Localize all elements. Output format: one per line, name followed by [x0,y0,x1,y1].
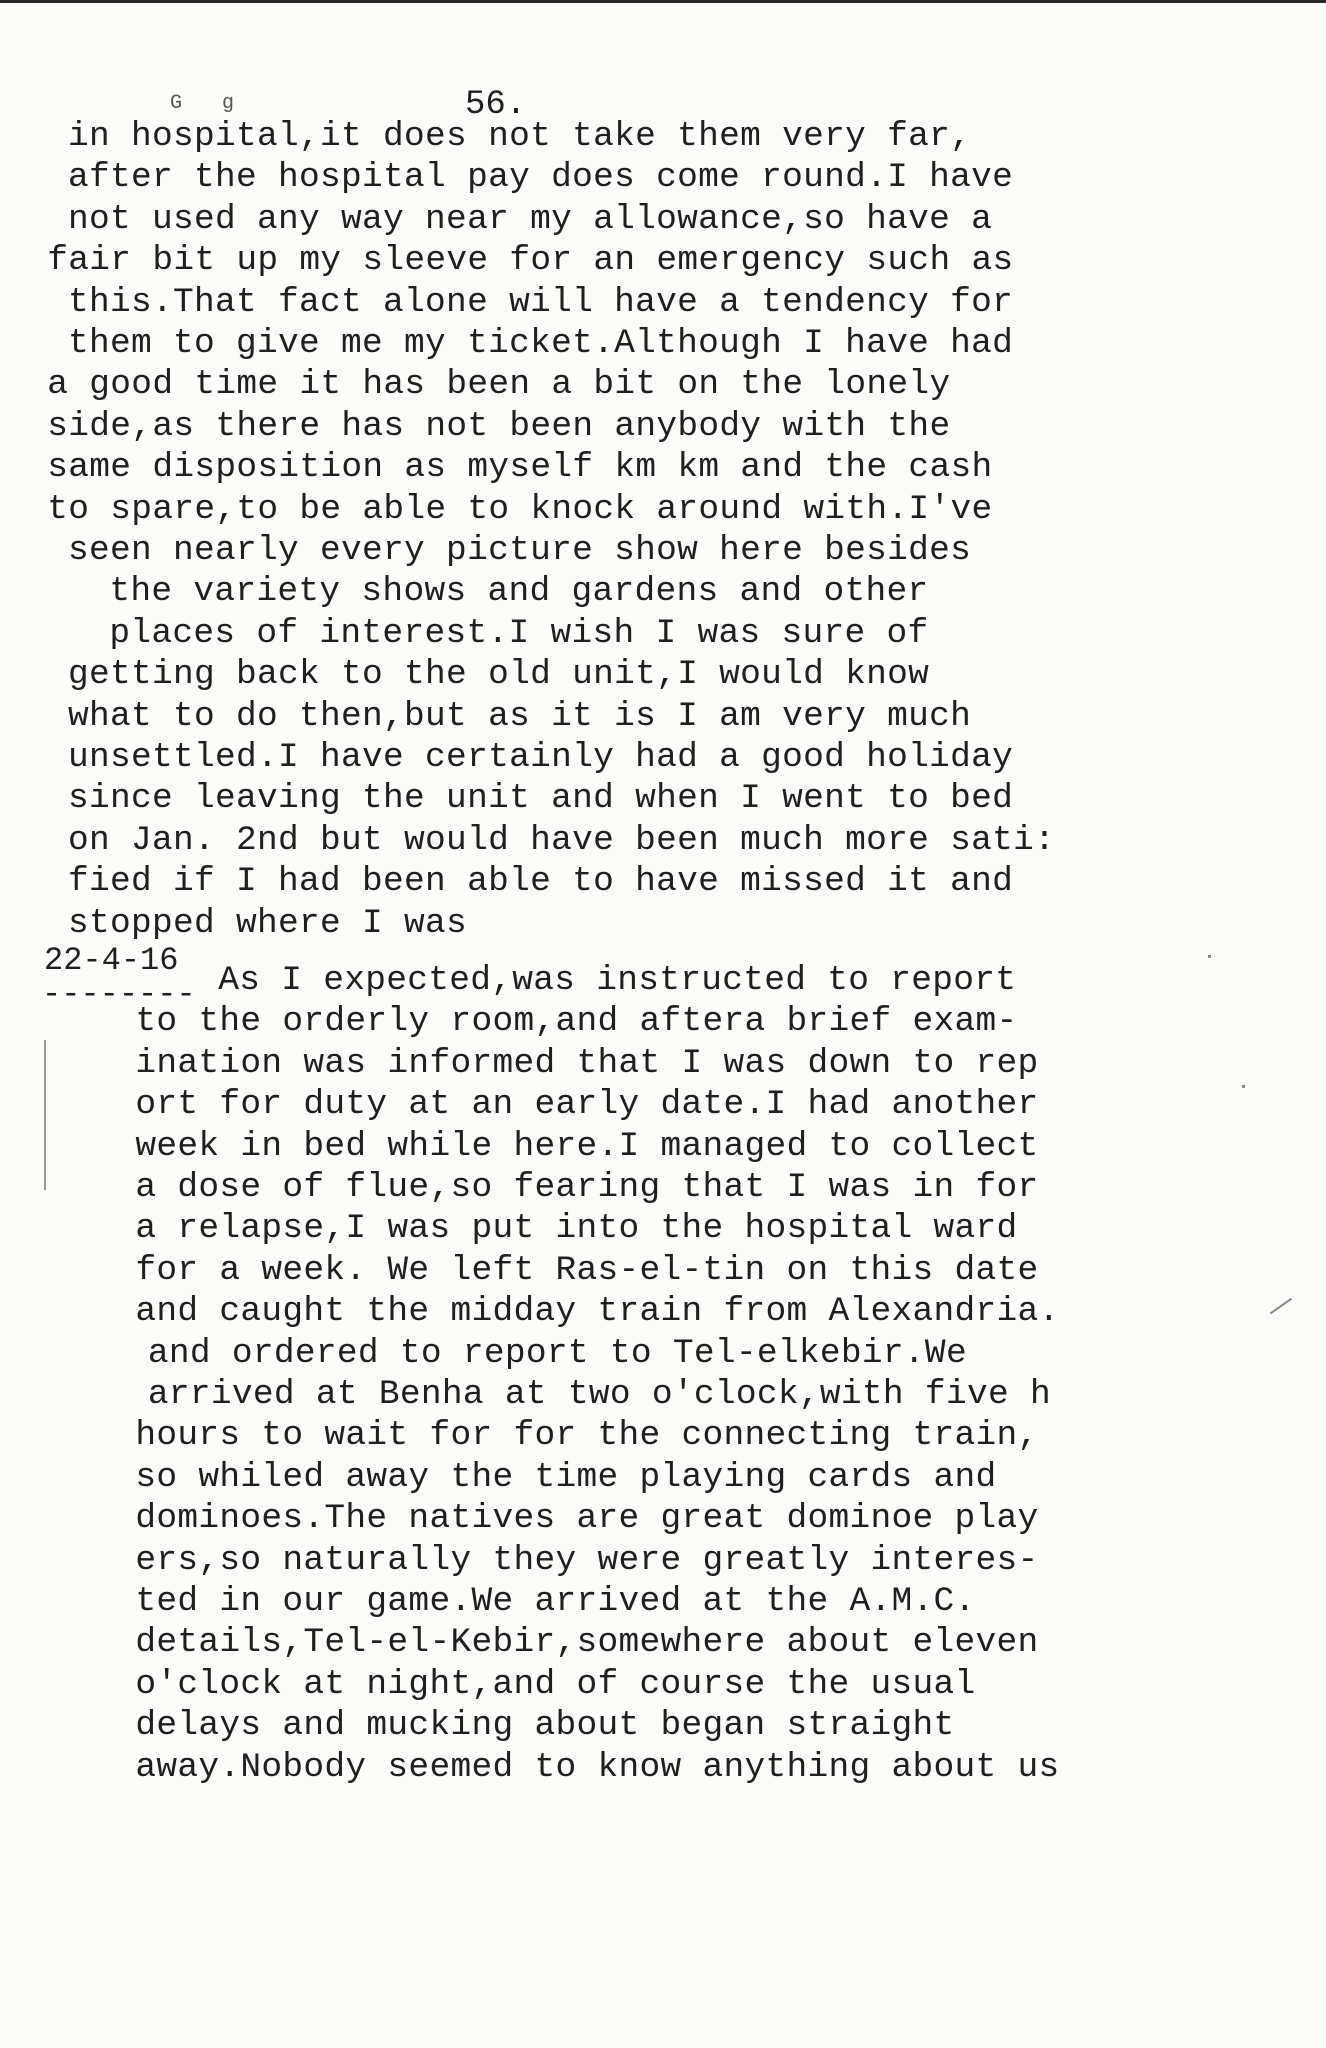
paper-speck [1208,955,1211,958]
paper-speck [1270,1298,1292,1315]
text-line: seen nearly every picture show here besides [68,531,972,570]
entry-date: 22-4-16 [44,942,179,979]
text-line: same disposition as myself km km and the cash [47,448,993,488]
text-line: ination was informed that I was down to rep [135,1043,1039,1083]
text-line: so whiled away the time playing cards and [135,1457,997,1497]
text-line: As I expected,was instructed to report [218,961,1017,1000]
margin-line [44,1040,46,1190]
text-line: details,Tel-el-Kebir,somewhere about eleven [135,1623,1039,1663]
page-top-edge [0,0,1326,3]
text-line: what to do then,but as it is I am very much [68,696,972,736]
text-line: delays and mucking about began straight [135,1706,955,1746]
text-line: a good time it has been a bit on the lonely [47,365,951,405]
text-line: arrived at Benha at two o'clock,with five h [147,1375,1051,1414]
text-line: getting back to the old unit,I would know [68,655,930,695]
text-line: stopped where I was [68,903,468,943]
text-line: this.That fact alone will have a tendency for [68,282,1014,322]
text-line: fair bit up my sleeve for an emergency such as [47,241,1014,281]
text-line: dominoes.The natives are great dominoe play [135,1499,1039,1539]
text-line: not used any way near my allowance,so have a [68,199,993,239]
text-line: in hospital,it does not take them very far, [68,117,972,156]
text-line: ers,so naturally they were greatly interes- [135,1540,1039,1580]
date-underline: -------- [42,976,196,1013]
text-line: a relapse,I was put into the hospital ward [135,1209,1018,1249]
text-line: o'clock at night,and of course the usual [135,1664,976,1704]
text-line: after the hospital pay does come round.I have [68,158,1014,198]
text-line: unsettled.I have certainly had a good holiday [68,738,1014,777]
text-line: the variety shows and gardens and other [109,572,929,612]
text-line: and caught the midday train from Alexandria. [135,1292,1060,1332]
text-line: places of interest.I wish I was sure of [109,613,929,653]
text-line: on Jan. 2nd but would have been much more sati: [68,820,1056,860]
text-line: to spare,to be able to knock around with.I've [47,489,993,529]
text-line: fied if I had been able to have missed it and [68,862,1014,902]
text-line: a dose of flue,so fearing that I was in for [135,1168,1039,1207]
text-line: side,as there has not been anybody with the [47,406,951,446]
text-line: away.Nobody seemed to know anything about us [135,1747,1060,1787]
text-line: to the orderly room,and aftera brief exam- [135,1002,1018,1042]
text-line: since leaving the unit and when I went to bed [68,779,1014,819]
text-line: them to give me my ticket.Although I have had [68,324,1014,363]
page-number: 56. [465,86,527,124]
text-line: week in bed while here.I managed to collect [135,1126,1039,1166]
text-line: hours to wait for for the connecting train, [135,1416,1039,1456]
text-line: and ordered to report to Tel-elkebir.We [147,1333,967,1373]
paper-speck [1242,1085,1245,1088]
text-line: ort for duty at an early date.I had another [135,1085,1039,1125]
corner-marks: G g [170,92,249,115]
text-line: ted in our game.We arrived at the A.M.C. [135,1582,976,1621]
text-line: for a week. We left Ras-el-tin on this date [135,1250,1039,1290]
